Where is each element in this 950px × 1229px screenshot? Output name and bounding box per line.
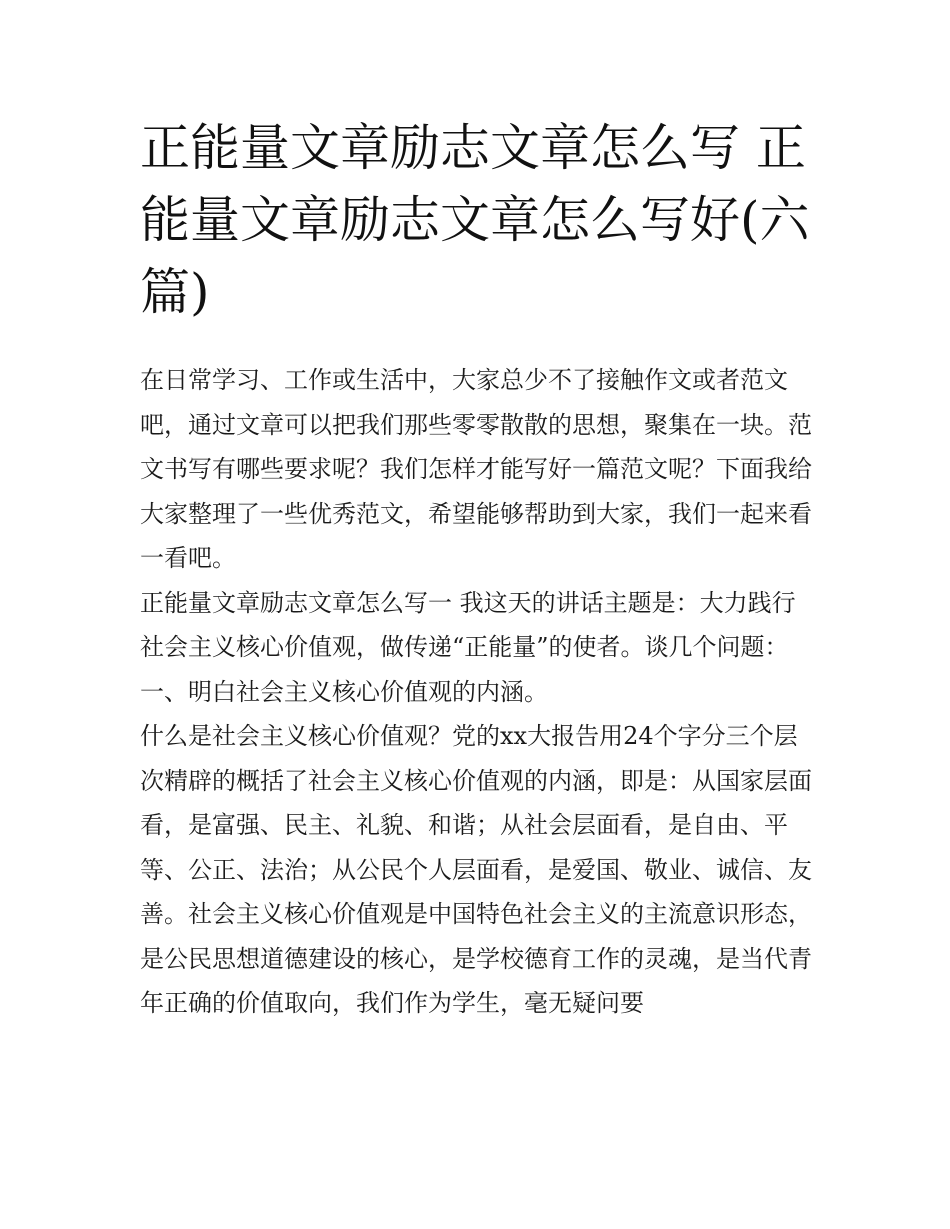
paragraph-intro: 在日常学习、工作或生活中，大家总少不了接触作文或者范文吧，通过文章可以把我们那些零零散散的思想，聚集在一块。范文书写有哪些要求呢？我们怎样才能写好一篇范文呢？下面我给大家整理了一些优秀范文，希望能够帮助到大家，我们一起来看一看吧。 (140, 366, 812, 572)
paragraph-article-one: 正能量文章励志文章怎么写一 我这天的讲话主题是：大力践行社会主义核心价值观，做传递“正能量”的使者。谈几个问题： 一、明白社会主义核心价值观的内涵。 (140, 588, 796, 706)
paragraph-core-values: 什么是社会主义核心价值观？党的xx大报告用24个字分三个层次精辟的概括了社会主义核心价值观的内涵，即是：从国家层面看，是富强、民主、礼貌、和谐；从社会层面看，是自由、平等、公正、法治；从公民个人层面看，是爱国、敬业、诚信、友善。社会主义核心价值观是中国特色社会主义的主流意识形态，是公民思想道德建设的核心，是学校德育工作的灵魂，是当代青年正确的价值取向，我们作为学生，毫无疑问要 (140, 722, 812, 1017)
document-body (140, 358, 816, 1026)
document-title: 正能量文章励志文章怎么写 正能量文章励志文章怎么写好(六篇) (140, 119, 810, 321)
